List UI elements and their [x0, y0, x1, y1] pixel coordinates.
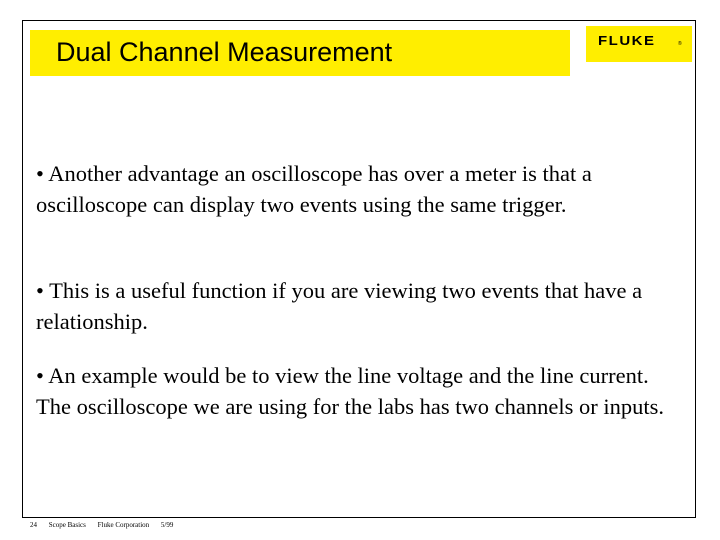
- bullet-point-1: • Another advantage an oscilloscope has over a meter is that a oscilloscope can display two events using the same trigger.: [36, 161, 592, 217]
- footer-company: Fluke Corporation: [97, 521, 150, 529]
- footer-page-number: 24: [30, 521, 37, 529]
- footer: [30, 521, 183, 529]
- logo-wordmark: FLUKE: [598, 34, 656, 49]
- logo-registered-mark: ®: [678, 41, 682, 47]
- footer-course: Scope Basics: [48, 521, 86, 529]
- fluke-logo: [586, 26, 692, 62]
- title-bar: [30, 30, 570, 76]
- bullet-point-3: • An example would be to view the line voltage and the line current. The oscilloscope we are using for the labs has two channels or inputs.: [36, 363, 664, 419]
- bullet-point-2: • This is a useful function if you are viewing two events that have a relationship.: [36, 278, 643, 334]
- slide-title: Dual Channel Measurement: [56, 37, 393, 67]
- footer-date: 5/99: [160, 521, 174, 529]
- slide-frame: [22, 20, 696, 518]
